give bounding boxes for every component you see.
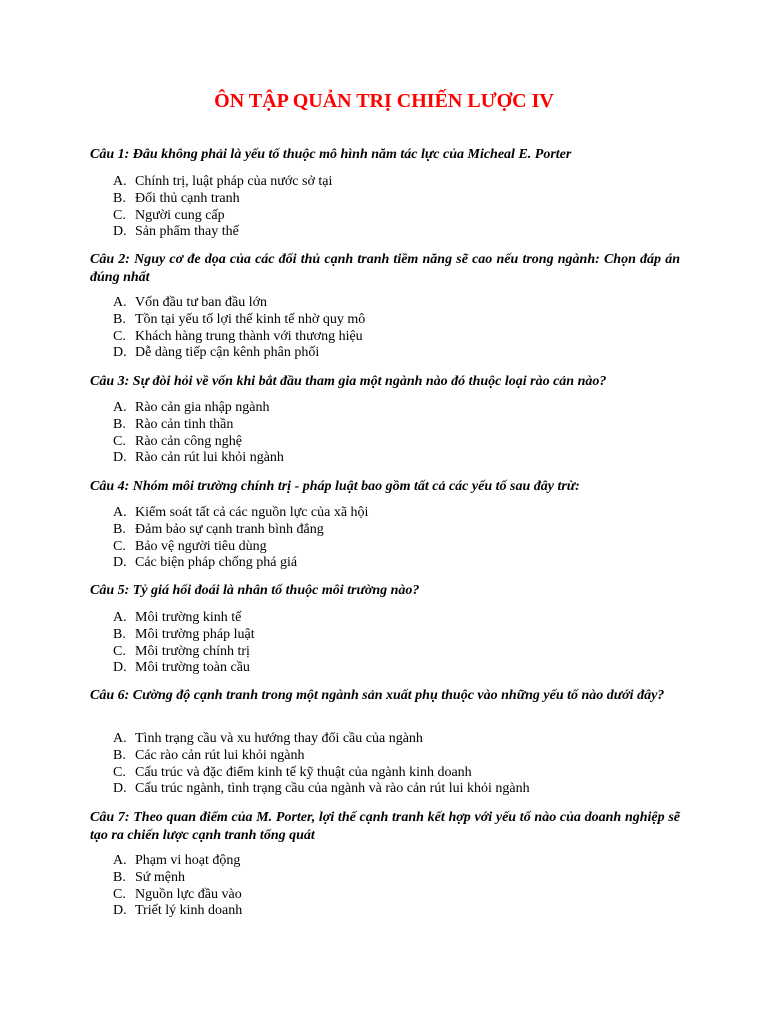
option: C. Rào cản công nghệ: [113, 433, 242, 449]
question-6: Câu 6: Cường độ cạnh tranh trong một ngành sản xuất phụ thuộc vào những yếu tố nào dưới đây?: [90, 688, 665, 703]
options-1: [113, 174, 332, 241]
option: A. Rào cản gia nhập ngành: [113, 400, 270, 415]
option: B. Sứ mệnh: [113, 869, 185, 885]
question-5: Câu 5: Tỷ giá hối đoái là nhân tố thuộc môi trường nào?: [90, 583, 420, 598]
options-5: [113, 610, 255, 677]
option: D. Dễ dàng tiếp cận kênh phân phối: [113, 345, 320, 361]
options-3: [113, 400, 284, 467]
option: C. Cấu trúc và đặc điểm kinh tế kỹ thuật của ngành kinh doanh: [113, 764, 472, 780]
question-4: Câu 4: Nhóm môi trường chính trị - pháp luật bao gồm tất cả các yếu tố sau đây trừ:: [90, 479, 580, 494]
option: D. Các biện pháp chống phá giá: [113, 555, 298, 571]
option: C. Khách hàng trung thành với thương hiệu: [113, 328, 363, 344]
option: D. Triết lý kinh doanh: [113, 903, 243, 919]
option: A. Tình trạng cầu và xu hướng thay đổi cầu của ngành: [113, 731, 423, 746]
option: D. Cấu trúc ngành, tình trạng cầu của ngành và rào cản rút lui khỏi ngành: [113, 781, 530, 797]
option: B. Đối thủ cạnh tranh: [113, 190, 240, 206]
option: D. Môi trường toàn cầu: [113, 660, 250, 676]
option: C. Người cung cấp: [113, 207, 225, 223]
option: A. Môi trường kinh tế: [113, 610, 242, 625]
options-2: [113, 295, 365, 362]
option: C. Môi trường chính trị: [113, 643, 250, 659]
option: B. Các rào cản rút lui khỏi ngành: [113, 747, 305, 763]
options-4: [113, 505, 368, 572]
question-1: Câu 1: Đâu không phải là yếu tố thuộc mô hình năm tác lực của Micheal E. Porter: [90, 147, 572, 162]
question-3: Câu 3: Sự đòi hỏi về vốn khi bắt đầu tham gia một ngành nào đó thuộc loại rào cản nào?: [90, 374, 607, 389]
option: A. Vốn đầu tư ban đầu lớn: [113, 295, 268, 310]
option: B. Đảm bảo sự cạnh tranh bình đẳng: [113, 521, 324, 537]
option: B. Tồn tại yếu tố lợi thế kinh tế nhờ quy mô: [113, 311, 366, 327]
option: D. Sản phẩm thay thế: [113, 224, 239, 240]
question-7: Câu 7: Theo quan điểm của M. Porter, lợi thế cạnh tranh kết hợp với yếu tố nào của doanh nghiệp sẽ tạo ra chiến lược cạnh tranh tổng quát: [90, 810, 680, 843]
option: C. Bảo vệ người tiêu dùng: [113, 538, 267, 554]
option: B. Môi trường pháp luật: [113, 626, 255, 642]
page-title: ÔN TẬP QUẢN TRỊ CHIẾN LƯỢC IV: [214, 90, 554, 112]
question-2: Câu 2: Nguy cơ đe dọa của các đối thủ cạnh tranh tiềm năng sẽ cao nếu trong ngành: Chọn đáp án đúng nhất: [90, 252, 680, 285]
option: A. Kiểm soát tất cả các nguồn lực của xã hội: [113, 505, 369, 520]
options-6: [113, 731, 530, 798]
option: C. Nguồn lực đầu vào: [113, 886, 242, 902]
option: D. Rào cản rút lui khỏi ngành: [113, 450, 284, 466]
option: B. Rào cản tinh thần: [113, 416, 234, 432]
options-7: [113, 853, 242, 920]
option: A. Chính trị, luật pháp của nước sở tại: [113, 174, 333, 189]
option: A. Phạm vi hoạt động: [113, 853, 241, 868]
